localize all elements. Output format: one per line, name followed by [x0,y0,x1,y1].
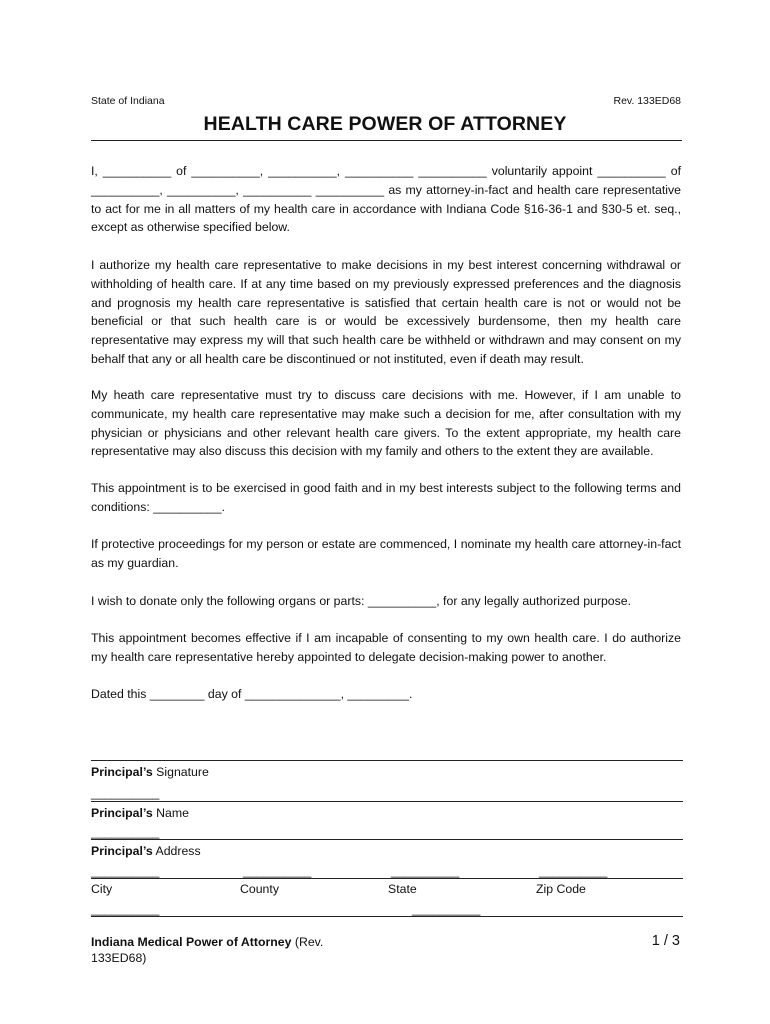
signature-line-city [91,878,683,879]
signature-line-top [91,760,683,761]
state-field-label: State [388,882,417,896]
title-divider [91,140,682,141]
county-label: County [240,882,279,896]
principal-name-blank[interactable]: __________ [91,825,160,839]
state-blank[interactable]: __________ [391,864,460,878]
extra-blank-right[interactable]: __________ [412,902,481,916]
paragraph-good-faith: This appointment is to be exercised in good faith and in my best interests subject to the following terms and conditions: __________. [91,481,681,514]
signature-line-bottom [91,916,683,917]
principal-signature-blank[interactable]: __________ [91,786,160,800]
paragraph-authorization: I authorize my health care representative to make decisions in my best interest concerning withdrawal or withholding of health care. If at any time based on my previously expressed preferences and the diagnosis and prognosis my health care representative is satisfied that certain health care is not or would not be beneficial or that such health care is or would be excessively burdensome, then my health care representative may express my will that such health care be withheld or withdrawn and may consent on my behalf that any or all health care be discontinued or not instituted, even if death may result. [91,258,681,366]
paragraph-discussion: My heath care representative must try to discuss care decisions with me. However, if I am unable to communicate, my health care representative may make such a decision for me, after consultation with my physician or physicians and other relevant health care givers. To the extent appropriate, my health care representative may also discuss this decision with my family and others to the extent they are available. [91,388,681,459]
signature-line-name [91,801,683,802]
paragraph-organ-donation: I wish to donate only the following organs or parts: __________, for any legally authorized purpose. [91,594,632,608]
paragraph-effective: This appointment becomes effective if I am incapable of consenting to my own health care. I do authorize my health care representative hereby appointed to delegate decision-making power to another. [91,631,681,664]
footer-document-name: Indiana Medical Power of Attorney (Rev. 133ED68) [91,935,324,965]
zip-code-blank[interactable]: __________ [539,864,608,878]
extra-blank-left[interactable]: __________ [91,902,160,916]
principal-address-label: Principal’s Address [91,844,201,858]
county-blank[interactable]: __________ [243,864,312,878]
principal-signature-label: Principal’s Signature [91,765,209,779]
signature-line-address [91,839,683,840]
city-blank[interactable]: __________ [91,864,160,878]
principal-name-label: Principal’s Name [91,806,189,820]
revision-label: Rev. 133ED68 [613,95,681,107]
city-label: City [91,882,113,896]
page-number: 1 / 3 [651,933,680,949]
zip-code-label: Zip Code [536,882,586,896]
state-label: State of Indiana [91,95,165,107]
page-title: HEALTH CARE POWER OF ATTORNEY [203,113,567,135]
paragraph-appointment: I, __________ of __________, __________, __________ __________ voluntarily appoint __________ of __________, __________, __________ __________ as my attorney-in-fact and health care representative to act for me in all matters of my health care in accordance with Indiana Code §16-36-1 and §30-5 et. seq., except as otherwise specified below. [91,164,681,235]
paragraph-dated: Dated this ________ day of ______________, _________. [91,687,413,701]
paragraph-guardian: If protective proceedings for my person or estate are commenced, I nominate my health care attorney-in-fact as my guardian. [91,537,681,570]
